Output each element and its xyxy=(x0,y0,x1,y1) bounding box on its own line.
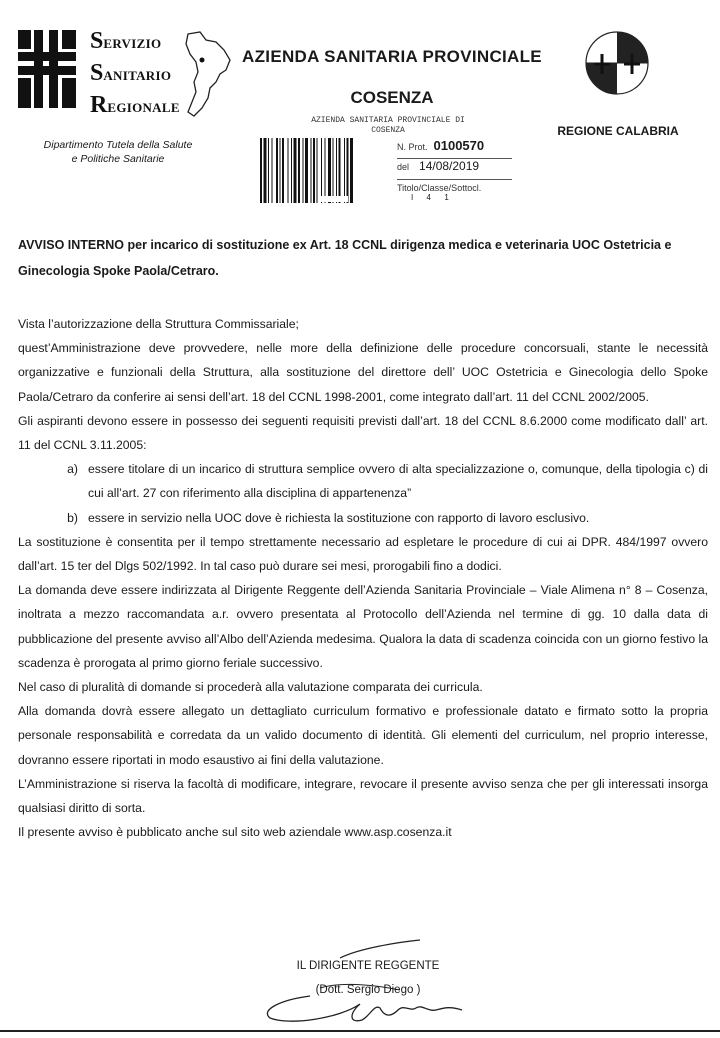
ssr-cross-logo xyxy=(18,30,76,108)
signatory-name: (Dott. Sergio Diego ) xyxy=(315,984,421,996)
protocol-box xyxy=(397,138,512,203)
handwritten-signature-icon xyxy=(250,938,480,1028)
paragraph-publication: Il presente avviso è pubblicato anche sul sito web aziendale www.asp.cosenza.it xyxy=(18,825,452,840)
calabria-map-icon xyxy=(180,30,235,120)
department-label: Dipartimento Tutela della Salute e Politiche Sanitarie xyxy=(43,139,193,165)
bottom-divider xyxy=(0,1030,720,1032)
list-text: essere in servizio nella UOC dove è richiesta la sostituzione con rapporto di lavoro esclusivo. xyxy=(88,510,590,525)
paragraph-authorization: Vista l’autorizzazione della Struttura Commissariale; xyxy=(18,317,299,331)
notice-subject: AVVISO INTERNO per incarico di sostituzione ex Art. 18 CCNL dirigenza medica e veterinaria UOC Ostetricia e Ginecologia Spoke Paola/Cetraro. xyxy=(18,238,672,278)
stamp-org-text: AZIENDA SANITARIA PROVINCIALE DI COSENZA xyxy=(311,116,465,135)
regione-calabria-emblem-icon xyxy=(584,30,650,96)
paragraph-application: La domanda deve essere indirizzata al Dirigente Reggente dell’Azienda Sanitaria Provinciale – Viale Alimena n° 8 – Cosenza, inoltrata a mezzo raccomandata a.r. ovvero presentata al Protocollo dell’Azienda nel termine di gg. 10 dalla data di pubblicazione del presente avviso all’Albo dell’Azienda medesima. Qualora la data di scadenza coincida con un giorno festivo la scadenza è prorogata al primo giorno feriale successivo. xyxy=(18,583,708,670)
paragraph-requirements: Gli aspiranti devono essere in possesso dei seguenti requisiti previsti dall’art. 18 del CCNL 8.6.2000 come modificato dall’ art. 11 del CCNL 3.11.2005: xyxy=(18,413,708,453)
list-letter: a) xyxy=(67,462,78,477)
notice-body xyxy=(18,312,708,844)
barcode-icon xyxy=(258,138,398,203)
paragraph-duration: La sostituzione è consentita per il tempo strettamente necessario ad espletare le procedure di cui ai DPR. 484/1997 ovvero dall’art. 15 ter del Dlgs 502/1992. In tal caso può durare sei mesi, prorogabili fino a dodici. xyxy=(18,534,708,574)
org-title: AZIENDA SANITARIA PROVINCIALE xyxy=(242,47,542,66)
protocol-class-label: Titolo/Classe/Sottocl. xyxy=(397,183,482,193)
protocol-number-label: N. Prot. xyxy=(397,142,428,152)
protocol-date: 14/08/2019 xyxy=(419,159,480,173)
signatory-role: IL DIRIGENTE REGGENTE xyxy=(296,960,440,972)
region-label: REGIONE CALABRIA xyxy=(557,124,679,138)
paragraph-substitution: quest’Amministrazione deve provvedere, nelle more della definizione delle procedure concorsuali, stante le necessità organizzative e funzionali della Struttura, alla sostituzione del direttore dell’ UOC Ostetricia e Ginecologia dello Spoke Paola/Cetraro da conferire ai sensi dell’art. 18 del CCNL 1998-2001, come integrato dall’art. 11 del CCNL 2002/2005. xyxy=(18,341,708,404)
protocol-class-value: I 4 1 xyxy=(411,193,449,202)
protocol-number: 0100570 xyxy=(433,138,485,153)
list-letter: b) xyxy=(67,510,78,525)
org-city: COSENZA xyxy=(350,88,434,107)
list-item xyxy=(18,457,708,505)
paragraph-plurality: Nel caso di pluralità di domande si procederà alla valutazione comparata dei curricula. xyxy=(18,680,483,695)
list-text: essere titolare di un incarico di struttura semplice ovvero di alta specializzazione o, comunque, della tipologia c) di cui all’art. 27 con riferimento alla disciplina di appartenenza” xyxy=(88,462,708,501)
ssr-line-3: REGIONALE xyxy=(90,92,180,118)
ssr-line-2: SANITARIO xyxy=(90,60,172,86)
ssr-line-1: SERVIZIO xyxy=(90,28,162,54)
protocol-date-label: del xyxy=(397,162,410,172)
paragraph-reservation: L’Amministrazione si riserva la facoltà di modificare, integrare, revocare il presente avviso senza che per gli interessati insorga qualsiasi diritto di sorta. xyxy=(18,776,708,816)
list-item xyxy=(18,506,708,530)
paragraph-curriculum: Alla domanda dovrà essere allegato un dettagliato curriculum formativo e professionale datato e firmato sotto la propria personale responsabilità e corredata da un valido documento di identità. Gli elementi del curriculum, nel proprio interesse, dovranno essere riportati in modo esaustivo ai fini della valutazione. xyxy=(18,704,708,767)
